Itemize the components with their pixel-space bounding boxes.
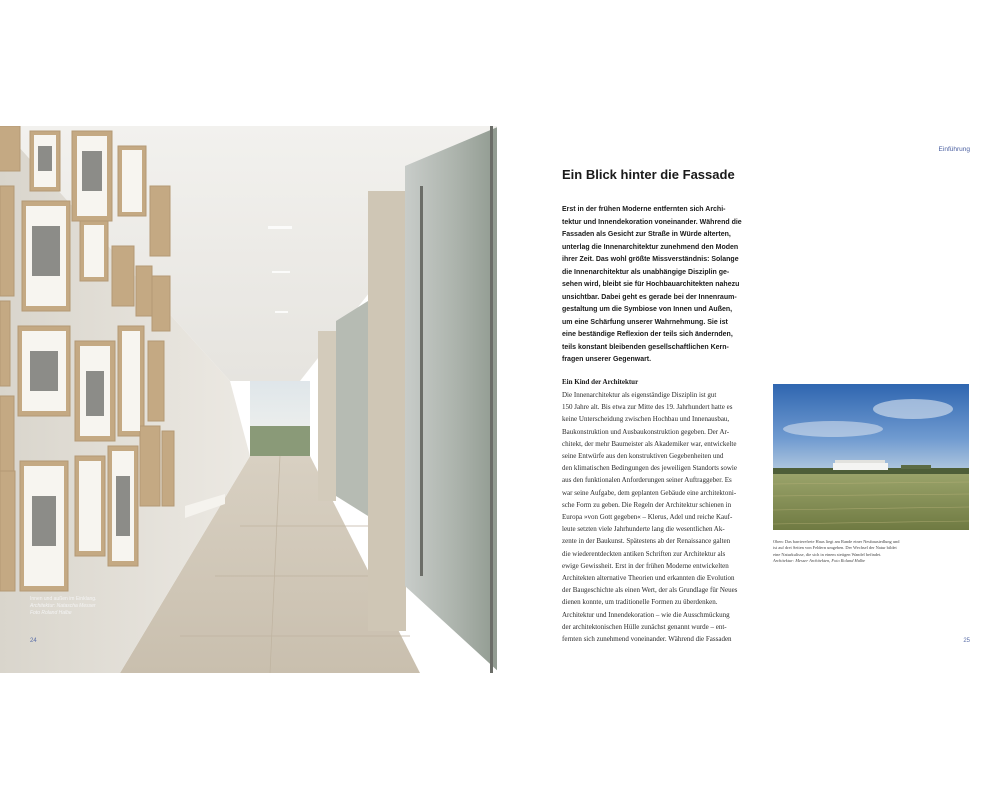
left-page: [0, 126, 500, 673]
corridor-photo: [0, 126, 500, 673]
body-line: leute setzten viele Jahrhunderte lang die wesentlichen Ak-: [562, 525, 725, 534]
body-line: Baukonstruktion und Ausbaukonstruktion gegeben. Der Ar-: [562, 427, 730, 436]
page-number: 24: [30, 638, 37, 644]
caption-line: Architektur: Natascha Messer: [30, 603, 96, 609]
lead-line: ihrer Zeit. Das wohl größte Missverständnis: Solange: [562, 256, 739, 263]
lead-line: fragen unserer Gegenwart.: [562, 356, 652, 363]
caption-line: eine Naturkulisse, die sich in einem stetigen Wandel befindet.: [773, 551, 882, 557]
body-paragraph: [562, 389, 762, 645]
body-line: chitekt, der mehr Baumeister als Akademiker war, entwickelte: [562, 439, 737, 448]
lead-line: unterlag die Innenarchitektur zunehmend den Moden: [562, 243, 739, 251]
lead-line: die Innenarchitektur als unabhängige Disziplin ge-: [562, 268, 730, 276]
body-line: aus den funktionalen Anforderungen seiner Auftraggeber. Es: [562, 476, 732, 485]
body-line: zente in der Baukunst. Spätestens ab der Renaissance galten: [562, 537, 731, 546]
body-line: keine Unterscheidung zwischen Hochbau und Innenausbau,: [562, 415, 730, 424]
body-line: der Baugeschichte als einen Wert, der als Grundlage für Neues: [562, 586, 738, 595]
body-line: fernten sich zunehmend voneinander. Während die Fassaden: [562, 635, 732, 644]
body-line: ewige Gewissheit. Erst in der frühen Moderne entwickelten: [562, 561, 729, 570]
body-line: seine Entwürfe aus den konstruktiven Gegebenheiten und: [562, 452, 724, 461]
lead-line: unsichtbar. Dabei geht es gerade bei der Innenraum-: [562, 293, 737, 301]
lead-line: eine beständige Reflexion der teils sich ändernden,: [562, 331, 733, 338]
body-line: dienen konnte, um traditionelle Formen zu überdenken.: [562, 598, 718, 607]
caption-line: Innen und außen im Einklang.: [30, 596, 97, 602]
photo-caption: [773, 539, 973, 565]
body-line: Europa »von Gott gegeben« – Klerus, Adel und reiche Kauf-: [562, 513, 733, 522]
body-line: die wiederentdeckten antiken Schriften zur Architektur als: [562, 549, 726, 558]
lead-line: tektur und Innendekoration voneinander. Während die: [562, 218, 742, 226]
body-line: den klimatischen Bedingungen des jeweiligen Standorts sowie: [562, 464, 737, 473]
body-line: Architektur und Innendekoration – wie die Ausschmückung: [562, 610, 730, 619]
lead-line: sehen wird, bleibt sie für Hochbauarchitekten nahezu: [562, 281, 740, 288]
body-line: war seine Aufgabe, dem geplanten Gebäude eine architektoni-: [562, 488, 737, 497]
right-page: [500, 126, 1000, 673]
caption-line: ist auf drei Seiten von Feldern umgeben. Der Wechsel der Natur bildet: [773, 545, 897, 551]
book-spread: [0, 126, 1000, 673]
body-line: sche Form zu geben. Die Regeln der Architektur schienen in: [562, 500, 732, 509]
page-number: 25: [963, 638, 970, 644]
lead-line: um eine Schärfung unserer Wahrnehmung. Sie ist: [562, 318, 728, 326]
body-line: 150 Jahre alt. Bis etwa zur Mitte des 19. Jahrhundert hatte es: [562, 403, 733, 412]
field-house-photo: [773, 384, 969, 530]
lead-line: teils konstant bleibenden gesellschaftlichen Kern-: [562, 343, 729, 351]
lead-line: Fassaden als Gesicht zur Straße in Würde alterten,: [562, 231, 731, 238]
lead-paragraph: [562, 204, 762, 367]
caption-credit: Architektur: Messer Architekten, Foto Roland Halbe: [773, 558, 866, 564]
running-head: Einführung: [938, 146, 970, 153]
section-subheading: Ein Kind der Architektur: [562, 378, 639, 386]
lead-line: Erst in der frühen Moderne entfernten sich Archi-: [562, 206, 726, 213]
body-line: der architektonischen Hülle zunächst genannt wurde – ent-: [562, 622, 727, 631]
photo-caption: [30, 596, 160, 617]
body-line: Die Innenarchitektur als eigenständige Disziplin ist gut: [562, 391, 717, 399]
chapter-title: Ein Blick hinter die Fassade: [562, 167, 735, 182]
caption-line: Oben: Das barrierefreie Haus liegt am Rande einer Neubausiedlung und: [773, 539, 900, 544]
caption-line: Foto Roland Halbe: [30, 610, 72, 616]
body-line: Architekten alternative Theorien und erkannten die Evolution: [562, 574, 735, 583]
lead-line: gestaltung um die Symbiose von Innen und Außen,: [562, 306, 733, 313]
